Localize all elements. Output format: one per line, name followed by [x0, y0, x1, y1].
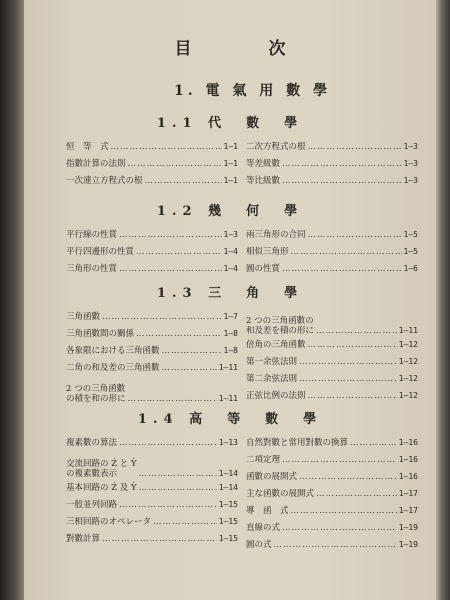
- entry-title: 平行四邊形の性質: [66, 247, 135, 257]
- toc-entry[interactable]: [66, 308, 238, 325]
- leader-dots: [162, 360, 217, 377]
- toc-entry[interactable]: [246, 519, 418, 536]
- page-number: 1—11: [218, 394, 238, 403]
- leader-dots: [299, 469, 397, 486]
- entry-title: 等差級數: [246, 159, 281, 169]
- entry-title: 兩三角形の合同: [246, 230, 306, 240]
- toc-entry[interactable]: [66, 172, 238, 189]
- entry-title: 圓の性質: [246, 264, 281, 274]
- book-spine: [0, 0, 24, 600]
- entry-title: 基本回路の Ż 及 Ẏ: [66, 483, 137, 493]
- toc-entry[interactable]: [246, 172, 418, 189]
- toc-entry[interactable]: [246, 536, 418, 553]
- toc-entry[interactable]: [66, 376, 238, 404]
- leader-dots: [102, 531, 217, 548]
- toc-entry[interactable]: [246, 370, 418, 387]
- entry-title: 三角函數間の關係: [66, 329, 135, 339]
- toc-page: [24, 0, 436, 600]
- page-number: 1—14: [218, 469, 238, 478]
- leader-dots: [128, 394, 217, 404]
- page-number: 1—1: [223, 142, 238, 151]
- toc-entry[interactable]: [246, 155, 418, 172]
- entry-title: 平行線の性質: [66, 230, 118, 240]
- leader-dots: [299, 371, 397, 388]
- page-number: 1—3: [403, 159, 418, 168]
- toc-entry[interactable]: [66, 496, 238, 513]
- page-number: 1—12: [398, 374, 418, 383]
- entry-title: 正弦比例の法則: [246, 391, 306, 401]
- toc-column-right: [246, 138, 418, 189]
- toc-entry[interactable]: [66, 226, 238, 243]
- entry-title: 2 つの三角函數の 和及差を積の形に: [246, 316, 315, 336]
- leader-dots: [282, 173, 402, 190]
- section-heading: 1.1 代 數 學: [156, 116, 304, 131]
- section-heading: 1.4 高 等 數 學: [137, 412, 323, 427]
- toc-entry[interactable]: [66, 155, 238, 172]
- page-number: 1—4: [223, 264, 238, 273]
- leader-dots: [282, 520, 397, 537]
- toc-entry[interactable]: [246, 353, 418, 370]
- leader-dots: [274, 537, 397, 554]
- toc-entry[interactable]: [246, 485, 418, 502]
- toc-entry[interactable]: [246, 336, 418, 353]
- entry-title: 圓の式: [246, 540, 272, 550]
- entry-title: 三相回路のオペレータ: [66, 517, 152, 527]
- leader-dots: [119, 261, 222, 278]
- leader-dots: [136, 244, 222, 261]
- leader-dots: [136, 326, 222, 343]
- page-number: 1—3: [403, 142, 418, 151]
- page-number: 1—8: [223, 346, 238, 355]
- entry-title: 一般並列回路: [66, 500, 118, 510]
- toc-column-right: [246, 434, 418, 553]
- entry-title: 二次方程式の根: [246, 142, 306, 152]
- toc-entry[interactable]: [246, 434, 418, 451]
- toc-entry[interactable]: [246, 243, 418, 260]
- leader-dots: [119, 435, 217, 452]
- toc-entry[interactable]: [66, 530, 238, 547]
- leader-dots: [153, 514, 217, 531]
- section-heading: 1.3 三 角 學: [156, 286, 304, 301]
- entry-title: 二角の和及差の三角函數: [66, 363, 160, 373]
- leader-dots: [350, 435, 397, 452]
- entry-title: 第一余弦法則: [246, 357, 298, 367]
- toc-entry[interactable]: [66, 434, 238, 451]
- toc-entry[interactable]: [66, 325, 238, 342]
- entry-title: 第二余弦法則: [246, 374, 298, 384]
- page-number: 1—3: [403, 176, 418, 185]
- leader-dots: [282, 261, 402, 278]
- toc-entry[interactable]: [66, 451, 238, 479]
- toc-entry[interactable]: [246, 260, 418, 277]
- page-number: 1—16: [398, 455, 418, 464]
- toc-entry[interactable]: [246, 502, 418, 519]
- page-number: 1—16: [398, 438, 418, 447]
- page-title: 目 次: [174, 39, 316, 59]
- entry-title: 各象限における三角函數: [66, 346, 160, 356]
- page-number: 1—1: [223, 159, 238, 168]
- toc-entry[interactable]: [66, 243, 238, 260]
- leader-dots: [308, 227, 402, 244]
- page-number: 1—3: [223, 230, 238, 239]
- entry-title: 二項定理: [246, 455, 281, 465]
- leader-dots: [145, 173, 222, 190]
- leader-dots: [111, 139, 222, 156]
- entry-title: 相似三角形: [246, 247, 289, 257]
- entry-title: 自然對數と常用對數の換算: [246, 438, 349, 448]
- leader-dots: [316, 326, 397, 336]
- page-number: 1—5: [403, 247, 418, 256]
- leader-dots: [299, 354, 397, 371]
- leader-dots: [102, 309, 222, 326]
- entry-title: 指數計算の法則: [66, 159, 126, 169]
- leader-dots: [291, 244, 402, 261]
- toc-column-left: [66, 308, 238, 404]
- page-number: 1—15: [218, 500, 238, 509]
- page-edge: [436, 0, 450, 600]
- leader-dots: [316, 486, 397, 503]
- entry-title: 恒 等 式: [66, 142, 109, 152]
- toc-entry[interactable]: [246, 226, 418, 243]
- entry-title: 對數計算: [66, 534, 101, 544]
- page-number: 1—15: [218, 534, 238, 543]
- page-number: 1—8: [223, 329, 238, 338]
- section-heading: 1.2 幾 何 學: [156, 204, 304, 219]
- entry-title: 倍角の三角函數: [246, 340, 306, 350]
- page-number: 1—17: [398, 489, 418, 498]
- leader-dots: [282, 452, 397, 469]
- entry-title: 主な函數の展開式: [246, 489, 315, 499]
- entry-title: 函數の展開式: [246, 472, 298, 482]
- toc-column-left: [66, 434, 238, 547]
- page-number: 1—13: [218, 438, 238, 447]
- page-number: 1—11: [398, 326, 418, 335]
- toc-column-right: [246, 308, 418, 404]
- page-number: 1—12: [398, 357, 418, 366]
- toc-column-left: [66, 138, 238, 189]
- toc-entry[interactable]: [246, 468, 418, 485]
- toc-entry[interactable]: [246, 387, 418, 404]
- page-number: 1—7: [223, 312, 238, 321]
- entry-title: 導 函 式: [246, 506, 289, 516]
- entry-title: 複素數の算法: [66, 438, 118, 448]
- leader-dots: [128, 156, 222, 173]
- leader-dots: [291, 503, 397, 520]
- toc-entry[interactable]: [66, 513, 238, 530]
- toc-entry[interactable]: [66, 260, 238, 277]
- leader-dots: [282, 156, 402, 173]
- page-number: 1—15: [218, 517, 238, 526]
- page-number: 1—5: [403, 230, 418, 239]
- chapter-heading: 1. 電 氣 用 數 學: [174, 83, 331, 99]
- entry-title: 直線の式: [246, 523, 281, 533]
- toc-entry[interactable]: [66, 479, 238, 496]
- leader-dots: [308, 337, 397, 354]
- page-number: 1—6: [403, 264, 418, 273]
- page-number: 1—19: [398, 523, 418, 532]
- toc-entry[interactable]: [246, 308, 418, 336]
- leader-dots: [139, 480, 217, 497]
- page-number: 1—1: [223, 176, 238, 185]
- leader-dots: [308, 388, 397, 405]
- page-number: 1—12: [398, 340, 418, 349]
- toc-entry[interactable]: [66, 138, 238, 155]
- toc-column-right: [246, 226, 418, 277]
- page-number: 1—12: [398, 391, 418, 400]
- entry-title: 2 つの三角函數 の積を和の形に: [66, 384, 126, 404]
- toc-column-left: [66, 226, 238, 277]
- toc-entry[interactable]: [246, 138, 418, 155]
- toc-entry[interactable]: [66, 342, 238, 359]
- page-number: 1—4: [223, 247, 238, 256]
- entry-title: 等比級數: [246, 176, 281, 186]
- entry-title: 三角函數: [66, 312, 101, 322]
- leader-dots: [119, 497, 217, 514]
- leader-dots: [139, 469, 217, 479]
- toc-entry[interactable]: [246, 451, 418, 468]
- leader-dots: [119, 227, 222, 244]
- toc-entry[interactable]: [66, 359, 238, 376]
- entry-title: 一次連立方程式の根: [66, 176, 143, 186]
- entry-title: 交流回路の Ż と Ẏ の複素數表示: [66, 459, 137, 479]
- page-number: 1—11: [218, 363, 238, 372]
- page-number: 1—17: [398, 506, 418, 515]
- page-number: 1—19: [398, 540, 418, 549]
- entry-title: 三角形の性質: [66, 264, 118, 274]
- page-number: 1—16: [398, 472, 418, 481]
- page-number: 1—14: [218, 483, 238, 492]
- leader-dots: [162, 343, 222, 360]
- leader-dots: [308, 139, 402, 156]
